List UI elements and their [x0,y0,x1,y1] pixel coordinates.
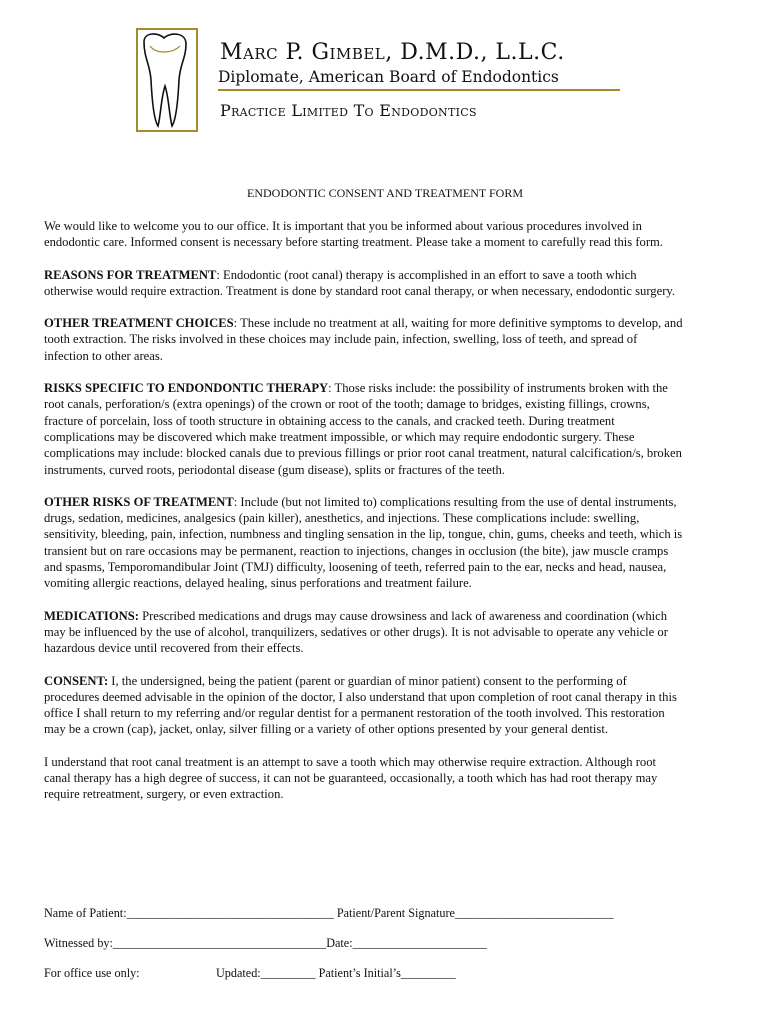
signature-row-office-fields [216,966,456,981]
tooth-logo-icon [136,28,198,132]
witness-label: Witnessed by: [44,936,113,950]
intro-paragraph: We would like to welcome you to our office. It is important that you be informed about various procedures involved in endodontic care. Informed consent is necessary before starting treatment. Please take a moment to carefully read this form. [44,219,663,250]
initials-field[interactable]: _________ [400,966,456,980]
parent-signature-label: Patient/Parent Signature [333,906,455,920]
practice-tagline: Practice Limited To Endodontics [220,101,477,120]
section-text: Prescribed medications and drugs may cause drowsiness and lack of awareness and coordination (which may be influenced by the use of alcohol, tranquilizers, sedatives or other drugs). It is not advisable to operate any vehicle or hazardous device until recovered from their effects. [44,608,668,656]
date-label: Date: [326,936,353,950]
signature-row-patient [44,906,613,921]
office-use-label: For office use only: [44,966,140,980]
header-divider [218,89,620,91]
closing-paragraph: I understand that root canal treatment is an attempt to save a tooth which may otherwise require extraction. Although root canal therapy has a high degree of success, it can not be guaranteed, occasionally, a tooth which has had root therapy may require retreatment, surgery, or even extraction. [44,754,658,802]
updated-field[interactable]: _________ [260,966,316,980]
patient-name-field[interactable]: __________________________________ [126,906,334,920]
section-reasons [44,267,684,300]
section-heading: CONSENT: [44,673,109,688]
form-body [44,218,684,819]
section-text: I, the undersigned, being the patient (parent or guardian of minor patient) consent to the performing of procedures deemed advisable in the opinion of the doctor, I also understand that upon completion of root canal therapy in this office I shall return to my referring and/or regular dentist for a permanent restoration of the tooth involved. This restoration may be a crown (cap), jacket, onlay, silver filling or a variety of other options presented by your general dentist. [44,673,677,737]
form-title: ENDODONTIC CONSENT AND TREATMENT FORM [246,186,524,200]
section-heading: MEDICATIONS: [44,608,139,623]
section-text: : These include no treatment at all, waiting for more definitive symptoms to develop, and tooth extraction. The risks involved in these choices may include pain, infection, swelling, loss of teeth, and spread of infection to other areas. [44,316,683,363]
signature-row-office [44,966,140,981]
date-field[interactable]: ______________________ [352,936,487,950]
patient-name-label: Name of Patient: [44,906,127,920]
section-heading: OTHER TREATMENT CHOICES [44,316,234,331]
section-other-choices [44,315,684,364]
signature-row-witness [44,936,487,951]
section-heading: OTHER RISKS OF TREATMENT [44,494,234,509]
section-text: : Those risks include: the possibility of instruments broken with the root canals, perforation/s (extra openings) of the crown or root of the tooth; damage to bridges, existing fillings, crowns, fracture of porcelain, loss of tooth structure in obtaining access to the canals, and cracked teeth. During treatment complications may be discovered which make treatment impossible, or which may require endodontic surgery. These complications may include: blocked canals due to previous fillings or prior root canal treatment, natural calcification/s, broken instruments, curved roots, periodontal disease (gum disease), splits or fractures of the teeth. [44,381,682,477]
section-specific-risks [44,380,684,478]
section-heading: RISKS SPECIFIC TO ENDONDONTIC THERAPY [44,381,329,396]
section-heading: REASONS FOR TREATMENT [44,267,217,282]
initials-label: Patient’s Initial’s [315,966,401,980]
section-text: : Include (but not limited to) complications resulting from the use of dental instruments, drugs, sedation, medicines, analgesics (pain killer), anesthetics, and injections. These complications include: swelling, sensitivity, bleeding, pain, infection, numbness and tingling sensation in the lip, tongue, chin, gums, cheeks and teeth, which is transient but on rare occasions may be permanent, reaction to injections, changes in occlusion (the bite), jaw muscle cramps and spasms, Temporomandibular Joint (TMJ) difficulty, loosening of teeth, referred pain to the ear, necks and head, nausea, vomiting allergic reactions, delayed healing, sinus perforations and treatment failure. [44,494,683,591]
updated-label: Updated: [216,966,261,980]
witness-field[interactable]: ___________________________________ [112,936,327,950]
section-text: : Endodontic (root canal) therapy is accomplished in an effort to save a tooth which otherwise would require extraction. Treatment is done by standard root canal therapy, or when necessary, endodontic surgery. [44,267,676,298]
section-consent [44,673,684,738]
section-other-risks [44,494,684,592]
parent-signature-field[interactable]: __________________________ [454,906,614,920]
practice-subtitle: Diplomate, American Board of Endodontics [218,68,559,86]
practice-name: Marc P. Gimbel, D.M.D., L.L.C. [220,40,565,65]
section-medications [44,608,684,657]
